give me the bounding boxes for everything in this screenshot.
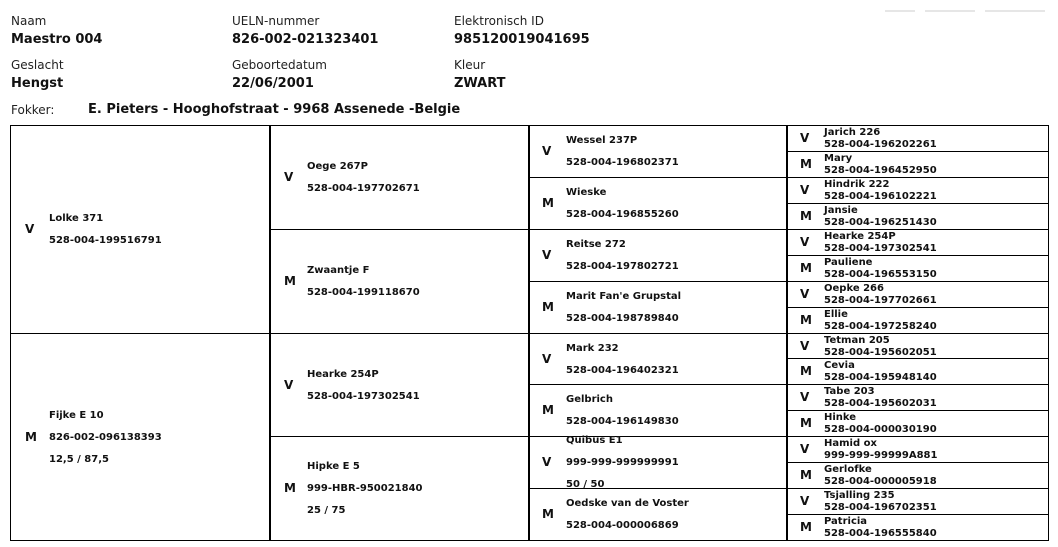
sex-marker: M bbox=[800, 520, 812, 534]
pedigree-cell bbox=[786, 384, 1049, 411]
horse-name: Hearke 254P bbox=[307, 369, 379, 380]
horse-id: 528-004-196251430 bbox=[824, 217, 937, 228]
horse-id: 999-HBR-950021840 bbox=[307, 483, 423, 494]
pedigree-cell bbox=[528, 177, 788, 230]
geslacht-value: Hengst bbox=[11, 76, 64, 91]
pedigree-cell bbox=[786, 229, 1049, 256]
horse-name: Wessel 237P bbox=[566, 135, 638, 146]
sex-marker: V bbox=[284, 170, 294, 184]
horse-name: Hearke 254P bbox=[824, 231, 896, 242]
horse-name: Tetman 205 bbox=[824, 335, 890, 346]
fokker-label: Fokker: bbox=[11, 103, 55, 117]
naam-label: Naam bbox=[11, 14, 47, 28]
sex-marker: M bbox=[542, 300, 554, 314]
pedigree-cell bbox=[269, 229, 530, 334]
pedigree-cell bbox=[528, 281, 788, 334]
pedigree-cell bbox=[786, 281, 1049, 308]
horse-id: 528-004-000006869 bbox=[566, 520, 679, 531]
horse-name: Jansie bbox=[824, 205, 858, 216]
horse-id: 528-004-196855260 bbox=[566, 209, 679, 220]
pedigree-cell bbox=[786, 203, 1049, 230]
pedigree-cell bbox=[786, 358, 1049, 385]
eid-value: 985120019041695 bbox=[454, 32, 590, 47]
horse-name: Jarich 226 bbox=[824, 127, 881, 138]
kleur-value: ZWART bbox=[454, 76, 506, 91]
pedigree-cell bbox=[528, 333, 788, 385]
horse-id: 528-004-197258240 bbox=[824, 321, 937, 332]
horse-name: Hamid ox bbox=[824, 438, 877, 449]
sex-marker: V bbox=[800, 287, 810, 301]
horse-id: 528-004-196802371 bbox=[566, 157, 679, 168]
pedigree-cell bbox=[10, 333, 271, 541]
pedigree-cell bbox=[786, 177, 1049, 204]
geslacht-label: Geslacht bbox=[11, 58, 64, 72]
horse-id: 528-004-196149830 bbox=[566, 416, 679, 427]
pedigree-cell bbox=[786, 514, 1049, 541]
sex-marker: V bbox=[542, 455, 552, 469]
horse-name: Wieske bbox=[566, 187, 607, 198]
horse-name: Mary bbox=[824, 153, 853, 164]
horse-id: 528-004-196402321 bbox=[566, 365, 679, 376]
pedigree-cell bbox=[269, 333, 530, 437]
horse-name: Tsjalling 235 bbox=[824, 490, 895, 501]
horse-name: Gelbrich bbox=[566, 394, 613, 405]
sex-marker: V bbox=[284, 378, 294, 392]
pedigree-cell bbox=[528, 488, 788, 541]
pedigree-cell bbox=[786, 307, 1049, 334]
horse-name: Oege 267P bbox=[307, 161, 368, 172]
horse-id: 528-004-195602051 bbox=[824, 347, 937, 358]
horse-name: Cevia bbox=[824, 360, 855, 371]
eid-label: Elektronisch ID bbox=[454, 14, 544, 28]
horse-id: 528-004-197802721 bbox=[566, 261, 679, 272]
horse-id: 528-004-196702351 bbox=[824, 502, 937, 513]
sex-marker: V bbox=[542, 144, 552, 158]
sex-marker: V bbox=[800, 494, 810, 508]
horse-name: Hindrik 222 bbox=[824, 179, 890, 190]
horse-name: Lolke 371 bbox=[49, 213, 104, 224]
sex-marker: M bbox=[800, 157, 812, 171]
pedigree-cell bbox=[528, 384, 788, 437]
pedigree-cell bbox=[786, 255, 1049, 282]
horse-id: 826-002-096138393 bbox=[49, 432, 162, 443]
horse-name: Tabe 203 bbox=[824, 386, 875, 397]
sex-marker: M bbox=[542, 196, 554, 210]
horse-name: Mark 232 bbox=[566, 343, 619, 354]
horse-id: 528-004-000030190 bbox=[824, 424, 937, 435]
sex-marker: M bbox=[800, 313, 812, 327]
sex-marker: V bbox=[800, 235, 810, 249]
pedigree-cell bbox=[786, 410, 1049, 437]
pedigree-cell bbox=[269, 125, 530, 230]
pedigree-cell bbox=[786, 333, 1049, 359]
ueln-value: 826-002-021323401 bbox=[232, 32, 379, 47]
blood-percentage: 25 / 75 bbox=[307, 505, 346, 516]
horse-id: 999-999-999999991 bbox=[566, 457, 679, 468]
pedigree-cell bbox=[786, 125, 1049, 152]
geboortedatum-value: 22/06/2001 bbox=[232, 76, 314, 91]
fokker-value: E. Pieters - Hooghofstraat - 9968 Assenede -Belgie bbox=[88, 102, 461, 117]
horse-id: 528-004-195948140 bbox=[824, 372, 937, 383]
sex-marker: V bbox=[542, 248, 552, 262]
horse-name: Gerlofke bbox=[824, 464, 872, 475]
geboortedatum-label: Geboortedatum bbox=[232, 58, 327, 72]
horse-name: Oepke 266 bbox=[824, 283, 884, 294]
blood-percentage: 50 / 50 bbox=[566, 479, 605, 490]
horse-id: 528-004-196102221 bbox=[824, 191, 937, 202]
horse-name: Reitse 272 bbox=[566, 239, 626, 250]
pedigree-cell bbox=[786, 462, 1049, 489]
sex-marker: M bbox=[800, 261, 812, 275]
horse-name: Quibus E1 bbox=[566, 435, 623, 446]
horse-id: 528-004-197302541 bbox=[824, 243, 937, 254]
pedigree-cell bbox=[528, 436, 788, 489]
horse-name: Marit Fan'e Grupstal bbox=[566, 291, 682, 302]
pedigree-cell bbox=[269, 436, 530, 541]
sex-marker: M bbox=[284, 274, 296, 288]
sex-marker: M bbox=[284, 481, 296, 495]
horse-name: Zwaantje F bbox=[307, 265, 370, 276]
horse-name: Hipke E 5 bbox=[307, 461, 360, 472]
sex-marker: V bbox=[800, 131, 810, 145]
sex-marker: M bbox=[800, 209, 812, 223]
pedigree-cell bbox=[10, 125, 271, 334]
ueln-label: UELN-nummer bbox=[232, 14, 320, 28]
sex-marker: V bbox=[800, 442, 810, 456]
horse-name: Ellie bbox=[824, 309, 848, 320]
sex-marker: V bbox=[800, 183, 810, 197]
horse-id: 528-004-197702661 bbox=[824, 295, 937, 306]
horse-id: 528-004-197302541 bbox=[307, 391, 420, 402]
horse-id: 528-004-196452950 bbox=[824, 165, 937, 176]
pedigree-cell bbox=[528, 229, 788, 282]
horse-id: 528-004-195602031 bbox=[824, 398, 937, 409]
sex-marker: M bbox=[542, 403, 554, 417]
sex-marker: M bbox=[542, 507, 554, 521]
horse-name: Pauliene bbox=[824, 257, 873, 268]
horse-id: 528-004-196555840 bbox=[824, 528, 937, 539]
horse-id: 528-004-199516791 bbox=[49, 235, 162, 246]
pedigree-cell bbox=[786, 488, 1049, 515]
sex-marker: M bbox=[25, 430, 37, 444]
horse-id: 528-004-198789840 bbox=[566, 313, 679, 324]
blood-percentage: 12,5 / 87,5 bbox=[49, 454, 109, 465]
kleur-label: Kleur bbox=[454, 58, 486, 72]
horse-name: Patricia bbox=[824, 516, 868, 527]
sex-marker: V bbox=[800, 339, 810, 353]
sex-marker: M bbox=[800, 416, 812, 430]
pedigree-cell bbox=[786, 436, 1049, 463]
sex-marker: V bbox=[25, 222, 35, 236]
sex-marker: V bbox=[800, 390, 810, 404]
horse-id: 528-004-196202261 bbox=[824, 139, 937, 150]
pedigree-cell bbox=[528, 125, 788, 178]
pedigree-cell bbox=[786, 151, 1049, 178]
horse-id: 528-004-196553150 bbox=[824, 269, 937, 280]
horse-name: Hinke bbox=[824, 412, 857, 423]
sex-marker: M bbox=[800, 468, 812, 482]
sex-marker: V bbox=[542, 352, 552, 366]
horse-id: 528-004-197702671 bbox=[307, 183, 420, 194]
horse-id: 999-999-99999A881 bbox=[824, 450, 938, 461]
horse-id: 528-004-199118670 bbox=[307, 287, 420, 298]
naam-value: Maestro 004 bbox=[11, 32, 103, 47]
horse-name: Oedske van de Voster bbox=[566, 498, 689, 509]
horse-name: Fijke E 10 bbox=[49, 410, 104, 421]
sex-marker: M bbox=[800, 364, 812, 378]
horse-id: 528-004-000005918 bbox=[824, 476, 937, 487]
